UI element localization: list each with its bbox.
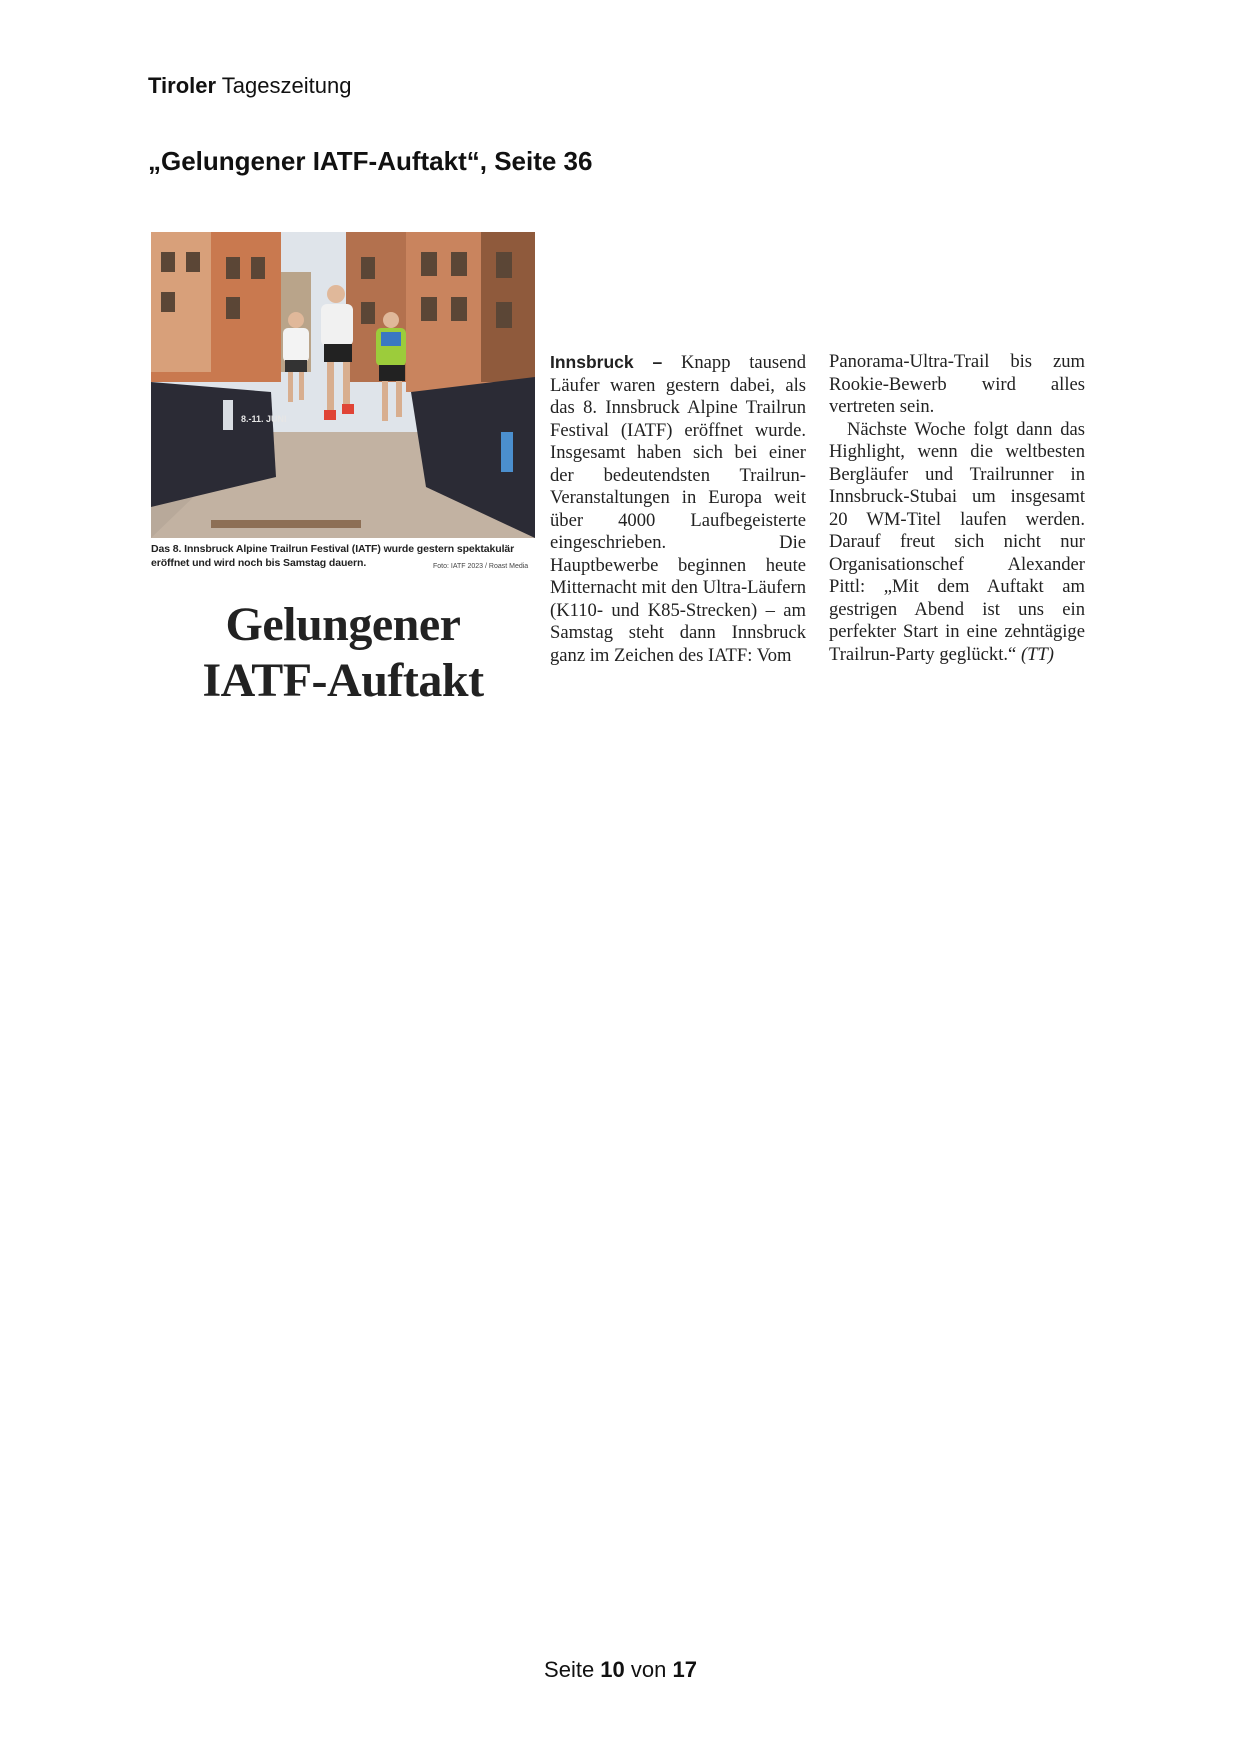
article-column-2-paragraph-2-text: Nächste Woche folgt dann das Highlight, wenn die weltbesten Bergläufer und Trailrunner in Innsbruck-Stubai um insgesamt 20 WM-Titel laufen werden. Darauf freut sich nicht nur Organisationschef Alexander Pittl: „Mit dem Auftakt am gestrigen Abend ist uns ein perfekter Start in eine zehntägige Trailrun-Party geglückt.“: [829, 418, 1085, 665]
publication-name-bold: Tiroler: [148, 73, 217, 98]
article-column-1: [550, 351, 806, 667]
article-column-2-paragraph-1: Panorama-Ultra-Trail bis zum Rookie-Bewerb wird alles vertreten sein.: [829, 351, 1085, 417]
publication-name: [148, 73, 351, 99]
article-title-line-2: IATF-Auftakt: [202, 654, 484, 707]
article-photo: [151, 232, 535, 538]
footer-middle: von: [624, 1657, 673, 1682]
article-dateline: Innsbruck –: [550, 352, 663, 372]
footer-page-number: 10: [600, 1657, 625, 1682]
article-signature: (TT): [1020, 643, 1055, 665]
page-footer: [0, 1657, 1241, 1683]
article-title-line-1: Gelungener: [225, 598, 461, 651]
article-column-1-text: Knapp tausend Läufer waren gestern dabei, als das 8. Innsbruck Alpine Trailrun Festival (IATF) eröffnet wurde. Insgesamt haben sich bei einer der bedeutendsten Trailrun-Veranstaltungen in Europa weit über 4000 Laufbegeisterte eingeschrieben. Die Hauptbewerbe beginnen heute Mitternacht mit den Ultra-Läufern (K110- und K85-Strecken) – am Samstag steht dann Innsbruck ganz im Zeichen des IATF: Vom: [550, 352, 806, 666]
article-column-2: [829, 351, 1085, 666]
banner-text: 8.-11. JUNI: [241, 414, 287, 424]
article-column-2-paragraph-2: [829, 419, 1085, 667]
photo-caption: Das 8. Innsbruck Alpine Trailrun Festival (IATF) wurde gestern spektakulär eröffnet und wird noch bis Samstag dauern.: [151, 543, 515, 569]
footer-prefix: Seite: [544, 1657, 601, 1682]
publication-name-rest: Tageszeitung: [216, 73, 352, 98]
footer-page-total: 17: [672, 1657, 697, 1682]
page-headline: „Gelungener IATF-Auftakt“, Seite 36: [148, 146, 593, 176]
photo-credit: Foto: IATF 2023 / Roast Media: [433, 563, 529, 570]
article-title: [151, 597, 535, 709]
